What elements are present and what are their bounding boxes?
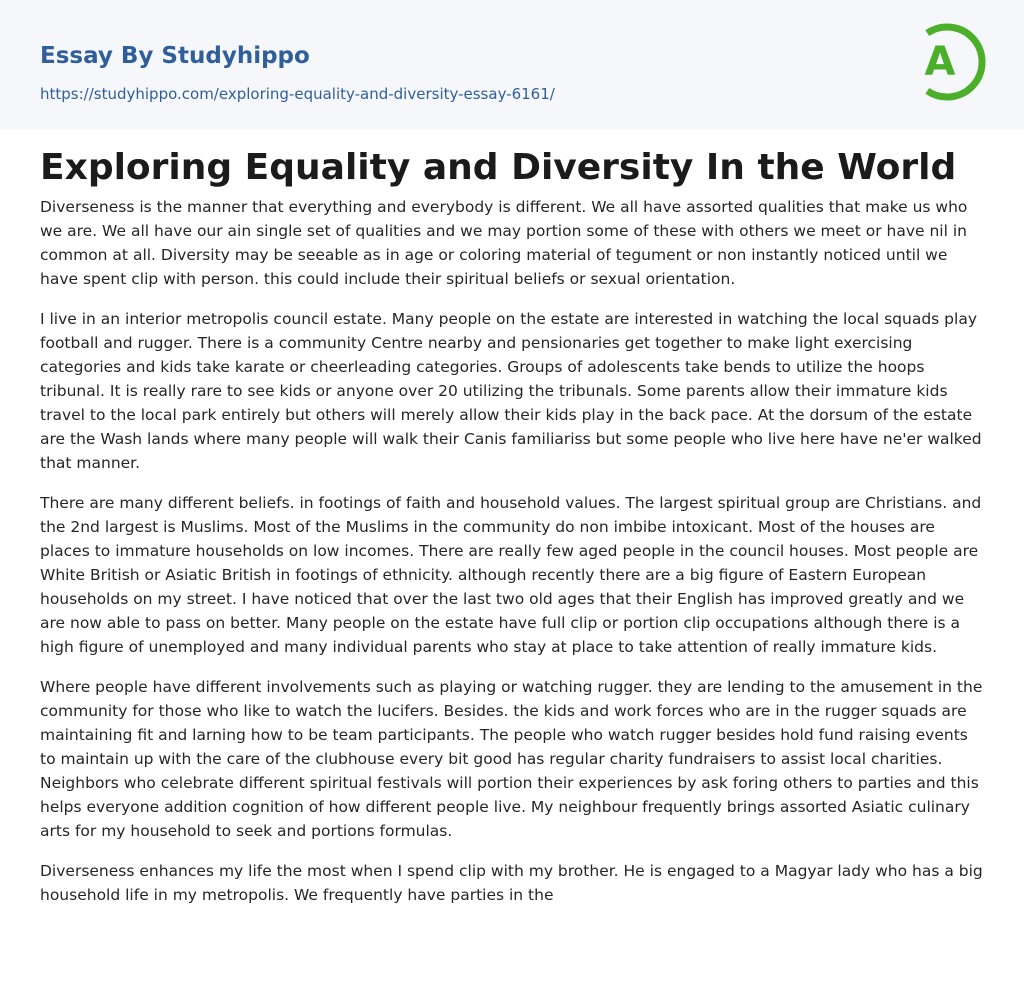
essay-paragraph: Diverseness enhances my life the most when I spend clip with my brother. He is engaged to a Magyar lady who has a big household life in my metropolis. We frequently have parties in the (40, 862, 983, 904)
brand-title[interactable]: Essay By Studyhippo (40, 43, 310, 69)
logo-letter: A (924, 39, 956, 85)
essay-body (40, 195, 988, 923)
essay-paragraph: There are many different beliefs. in footings of faith and household values. The largest spiritual group are Christians. and the 2nd largest is Muslims. Most of the Muslims in the community do non imbibe intoxicant. Most of the houses are places to immature households on low incomes. There are really few aged people in the council houses. Most people are White British or Asiatic British in footings of ethnicity. although recently there are a big figure of Eastern European households on my street. I have noticed that over the last two old ages that their English has improved greatly and we are now able to pass on better. Many people on the estate have full clip or portion clip occupations although there is a high figure of unemployed and many individual parents who stay at place to take attention of really immature kids. (40, 494, 982, 656)
page-header (0, 0, 1024, 129)
essay-title: Exploring Equality and Diversity In the World (40, 147, 957, 188)
studyhippo-logo[interactable] (912, 19, 986, 105)
essay-paragraph: Diverseness is the manner that everything and everybody is different. We all have assorted qualities that make us who we are. We all have our ain single set of qualities and we may portion some of these with others we meet or have nil in common at all. Diversity may be seeable as in age or coloring material of tegument or non instantly noticed until we have spent clip with person. this could include their spiritual beliefs or sexual orientation. (40, 198, 968, 288)
essay-paragraph: I live in an interior metropolis council estate. Many people on the estate are interested in watching the local squads play football and rugger. There is a community Centre nearby and pensionaries get together to make light exercising categories and kids take karate or cheerleading categories. Groups of adolescents take bends to utilize the hoops tribunal. It is really rare to see kids or anyone over 20 utilizing the tribunals. Some parents allow their immature kids travel to the local park entirely but others will merely allow their kids play in the back pace. At the dorsum of the estate are the Wash lands where many people will walk their Canis familiariss but some people who live here have ne'er walked that manner. (40, 310, 982, 472)
essay-paragraph: Where people have different involvements such as playing or watching rugger. they are lending to the amusement in the community for those who like to watch the lucifers. Besides. the kids and work forces who are in the rugger squads are maintaining fit and larning how to be team participants. The people who watch rugger besides hold fund raising events to maintain up with the care of the clubhouse every bit good has regular charity fundraisers to assist local charities. Neighbors who celebrate different spiritual festivals will portion their experiences by ask foring others to parties and this helps everyone addition cognition of how different people live. My neighbour frequently brings assorted Asiatic culinary arts for my household to seek and portions formulas. (40, 678, 983, 840)
essay-url-link[interactable]: https://studyhippo.com/exploring-equality-and-diversity-essay-6161/ (40, 85, 555, 103)
